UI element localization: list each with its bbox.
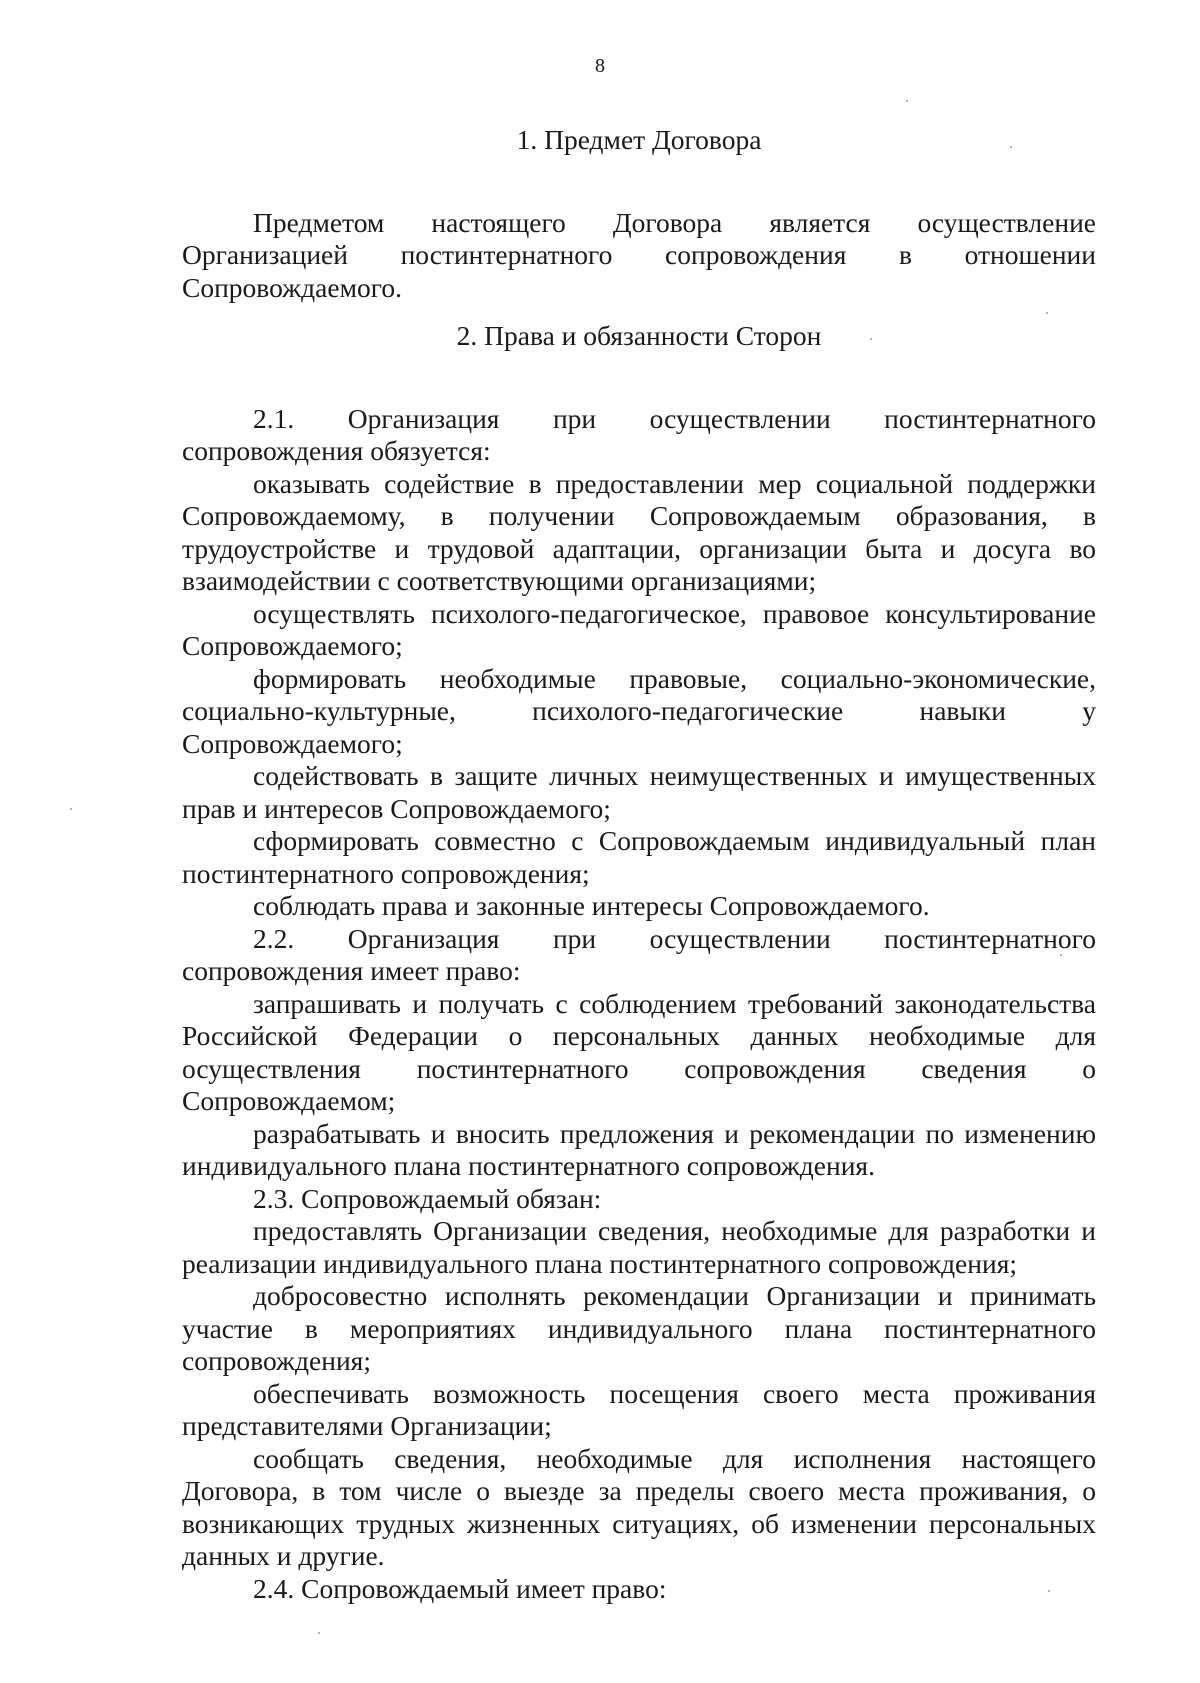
paragraph: содействовать в защите личных неимущественных и имущественных прав и интересов Сопровождаемого; <box>182 760 1096 824</box>
paragraph: добросовестно исполнять рекомендации Организации и принимать участие в мероприятиях индивидуального плана постинтернатного сопровождения; <box>182 1280 1096 1376</box>
scan-speck <box>70 808 72 810</box>
scan-speck <box>1060 954 1062 956</box>
scan-speck <box>906 100 908 102</box>
scan-speck <box>1048 1590 1050 1592</box>
page-number: 8 <box>595 55 605 77</box>
section-1-text: Предметом настоящего Договора является осуществление Организацией постинтернатного сопровождения в отношении Сопровождаемого. <box>182 206 1096 303</box>
paragraph-2-4: 2.4. Сопровождаемый имеет право: <box>253 1572 667 1604</box>
paragraph: осуществлять психолого-педагогическое, правовое консультирование Сопровождаемого; <box>182 597 1096 661</box>
scan-speck <box>318 1632 320 1634</box>
scan-speck <box>1010 146 1012 148</box>
scan-speck <box>1046 312 1048 314</box>
paragraph: обеспечивать возможность посещения своего места проживания представителями Организации; <box>182 1377 1096 1441</box>
paragraph: разрабатывать и вносить предложения и рекомендации по изменению индивидуального плана постинтернатного сопровождения. <box>182 1117 1096 1181</box>
paragraph: соблюдать права и законные интересы Сопровождаемого. <box>253 890 930 921</box>
section-2-title: 2. Права и обязанности Сторон <box>456 320 822 351</box>
paragraph: предоставлять Организации сведения, необходимые для разработки и реализации индивидуального плана постинтернатного сопровождения; <box>182 1215 1096 1279</box>
paragraph: оказывать содействие в предоставлении мер социальной поддержки Сопровождаемому, в получении Сопровождаемым образования, в трудоустройстве и трудовой адаптации, организации быта и досуга во взаимодействии с соответствующими организациями; <box>182 467 1096 596</box>
paragraph: сообщать сведения, необходимые для исполнения настоящего Договора, в том числе о выезде за пределы своего места проживания, о возникающих трудных жизненных ситуациях, об изменении персональных данных и другие. <box>182 1442 1096 1571</box>
document-body <box>182 124 1096 1605</box>
paragraph: сформировать совместно с Сопровождаемым индивидуальный план постинтернатного сопровождения; <box>182 825 1096 889</box>
paragraph: запрашивать и получать с соблюдением требований законодательства Российской Федерации о персональных данных необходимые для осуществления постинтернатного сопровождения сведения о Сопровождаемом; <box>182 987 1096 1116</box>
paragraph-2-3: 2.3. Сопровождаемый обязан: <box>253 1182 602 1214</box>
paragraph-2-2: 2.2. Организация при осуществлении постинтернатного сопровождения имеет право: <box>182 922 1096 986</box>
scan-speck <box>870 338 872 340</box>
section-1-title: 1. Предмет Договора <box>516 124 762 155</box>
paragraph-2-1: 2.1. Организация при осуществлении постинтернатного сопровождения обязуется: <box>182 402 1096 466</box>
paragraph: формировать необходимые правовые, социально-экономические, социально-культурные, психолого-педагогические навыки у Сопровождаемого; <box>182 662 1096 759</box>
section-2-paragraphs <box>182 403 1096 1606</box>
